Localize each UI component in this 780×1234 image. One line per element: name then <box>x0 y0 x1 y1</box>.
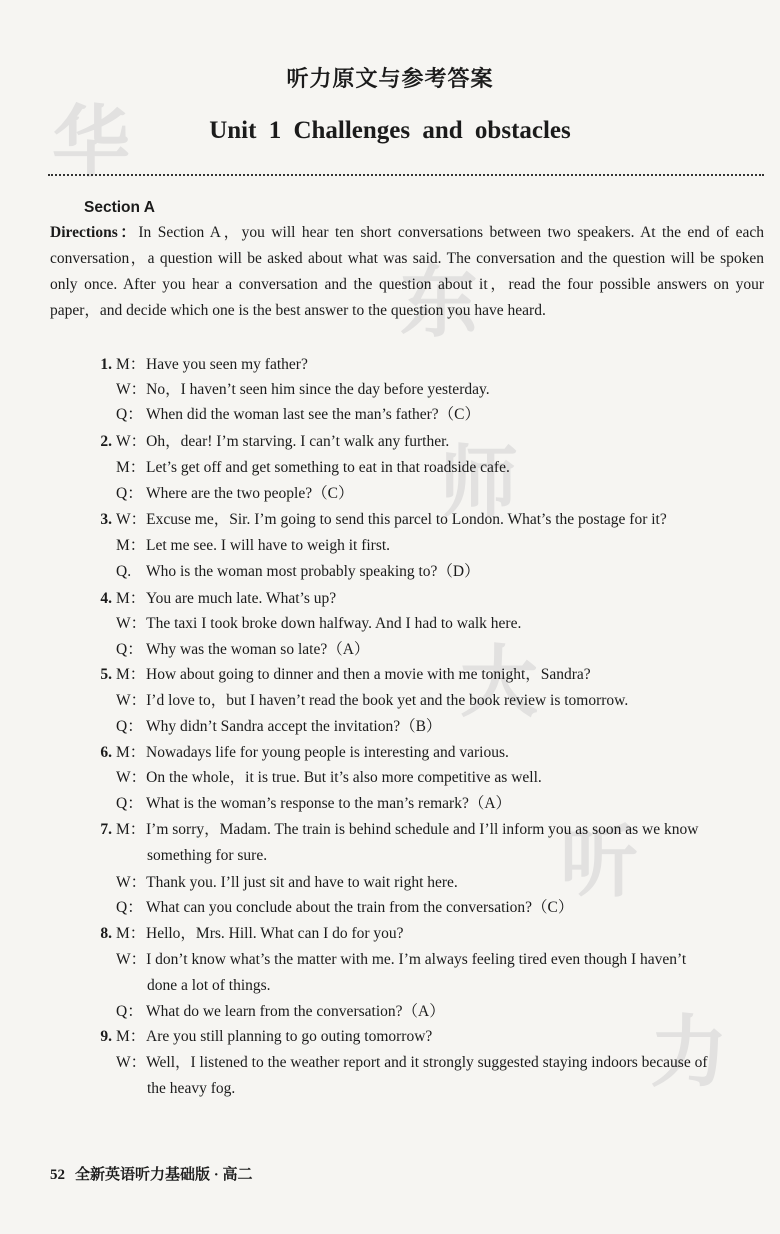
line-text: What do we learn from the conversation?（A） <box>146 1003 445 1020</box>
conversation-line <box>100 921 766 946</box>
line-text: The taxi I took broke down halfway. And I had to walk here. <box>146 615 522 632</box>
item-number: 6. <box>100 744 112 761</box>
speaker-label: Q： <box>116 899 143 916</box>
line-text: You are much late. What’s up? <box>146 590 337 607</box>
line-text: Oh，dear! I’m starving. I can’t walk any further. <box>146 433 450 450</box>
conversation-line <box>116 611 766 636</box>
line-text: Hello，Mrs. Hill. What can I do for you? <box>146 925 404 942</box>
line-text: Let’s get off and get something to eat in that roadside cafe. <box>146 459 510 476</box>
item-number: 9. <box>100 1028 112 1045</box>
unit-title: Unit 1 Challenges and obstacles <box>209 117 571 144</box>
speaker-label: W： <box>116 692 147 709</box>
line-text: Where are the two people?（C） <box>146 485 354 502</box>
conversation-line <box>116 765 766 790</box>
directions-text: In Section A，you will hear ten short conversations between two speakers. At the end of each conversation，a question will be asked about what was said. The conversation and the question will be spoken only once. After you hear a conversation and the question about it，read the four possible answers on your paper，and decide which one is the best answer to the question you have heard. <box>50 224 764 319</box>
item-number: 5. <box>100 666 112 683</box>
speaker-label: Q： <box>116 718 143 735</box>
conversation-line <box>116 402 766 427</box>
conversation-line <box>116 999 766 1024</box>
item-number: 1. <box>100 356 112 373</box>
speaker-label: W： <box>116 381 147 398</box>
item-number: 3. <box>100 511 112 528</box>
speaker-label: M： <box>116 537 146 554</box>
line-continuation: the heavy fog. <box>147 1080 236 1097</box>
speaker-label: W： <box>116 951 147 968</box>
conversation-line <box>100 586 766 611</box>
line-text: What is the woman’s response to the man’s remark?（A） <box>146 795 512 812</box>
line-text: No，I haven’t seen him since the day before yesterday. <box>146 381 490 398</box>
line-text: I’m sorry，Madam. The train is behind schedule and I’ll inform you as soon as we know <box>146 821 699 838</box>
line-text: I’d love to，but I haven’t read the book yet and the book review is tomorrow. <box>146 692 629 709</box>
speaker-label: W： <box>116 615 147 632</box>
watermark-glyph: 力 <box>650 1008 729 1098</box>
speaker-label: W： <box>116 874 147 891</box>
conversation-line <box>116 688 766 713</box>
speaker-label: Q： <box>116 406 143 423</box>
line-text: Thank you. I’ll just sit and have to wait right here. <box>146 874 458 891</box>
conversation-line <box>100 662 766 687</box>
watermark-glyph: 大 <box>460 638 539 728</box>
item-number: 2. <box>100 433 112 450</box>
speaker-label: M： <box>116 356 146 373</box>
line-text: When did the woman last see the man’s father?（C） <box>146 406 481 423</box>
directions-label: Directions： <box>50 224 139 241</box>
line-continuation: something for sure. <box>147 847 268 864</box>
line-text: Let me see. I will have to weigh it first. <box>146 537 391 554</box>
line-text: I don’t know what’s the matter with me. I’m always feeling tired even though I haven’t <box>146 951 687 968</box>
watermark-glyph: 听 <box>560 818 639 908</box>
page-number: 52 <box>50 1167 65 1183</box>
conversation-line <box>100 429 766 454</box>
conversation-line <box>116 791 766 816</box>
speaker-label: Q： <box>116 795 143 812</box>
speaker-label: Q： <box>116 485 143 502</box>
line-text: Who is the woman most probably speaking to?（D） <box>146 563 480 580</box>
item-number: 7. <box>100 821 112 838</box>
conversation-line <box>116 377 766 402</box>
conversation-line <box>116 481 766 506</box>
line-text: Why didn’t Sandra accept the invitation?（B） <box>146 718 442 735</box>
book-title: 全新英语听力基础版 · 高二 <box>75 1167 253 1183</box>
conversation-line <box>116 455 766 480</box>
speaker-label: M： <box>116 821 146 838</box>
speaker-label: W： <box>116 769 147 786</box>
conversation-line <box>116 559 766 584</box>
speaker-label: Q： <box>116 641 143 658</box>
conversation-line <box>116 533 766 558</box>
conversation-line <box>100 740 766 765</box>
speaker-label: M： <box>116 744 146 761</box>
line-text: Have you seen my father? <box>146 356 308 373</box>
line-continuation: done a lot of things. <box>147 977 271 994</box>
item-number: 8. <box>100 925 112 942</box>
speaker-label: W： <box>116 1054 147 1071</box>
watermark-glyph: 师 <box>440 438 519 528</box>
conversation-line <box>100 507 766 532</box>
line-text: What can you conclude about the train from the conversation?（C） <box>146 899 574 916</box>
conversation-line <box>116 870 766 895</box>
conversation-line <box>116 714 766 739</box>
page-title: 听力原文与参考答案 <box>286 67 494 92</box>
speaker-label: M： <box>116 666 146 683</box>
speaker-label: M： <box>116 459 146 476</box>
line-text: Excuse me，Sir. I’m going to send this parcel to London. What’s the postage for it? <box>146 511 667 528</box>
line-text: How about going to dinner and then a movie with me tonight，Sandra? <box>146 666 591 683</box>
line-text: On the whole，it is true. But it’s also more competitive as well. <box>146 769 542 786</box>
speaker-label: W： <box>116 433 147 450</box>
speaker-label: M： <box>116 925 146 942</box>
conversation-line <box>116 947 766 972</box>
speaker-label: M： <box>116 1028 146 1045</box>
conversation-line <box>100 1024 766 1049</box>
section-heading: Section A <box>84 199 155 216</box>
conversation-line <box>100 817 766 842</box>
watermark-glyph: 东 <box>400 258 479 348</box>
item-number: 4. <box>100 590 112 607</box>
page-footer <box>50 1163 253 1184</box>
line-text: Well，I listened to the weather report and it strongly suggested staying indoors because of <box>146 1054 708 1071</box>
speaker-label: Q. <box>116 563 132 580</box>
speaker-label: M： <box>116 590 146 607</box>
conversation-line <box>116 1050 766 1075</box>
line-text: Are you still planning to go outing tomorrow? <box>146 1028 433 1045</box>
conversation-line <box>116 895 766 920</box>
speaker-label: W： <box>116 511 147 528</box>
speaker-label: Q： <box>116 1003 143 1020</box>
conversation-line <box>100 352 766 377</box>
line-text: Why was the woman so late?（A） <box>146 641 370 658</box>
line-text: Nowadays life for young people is interesting and various. <box>146 744 509 761</box>
watermark-glyph: 华 <box>52 98 131 188</box>
conversation-line <box>116 637 766 662</box>
